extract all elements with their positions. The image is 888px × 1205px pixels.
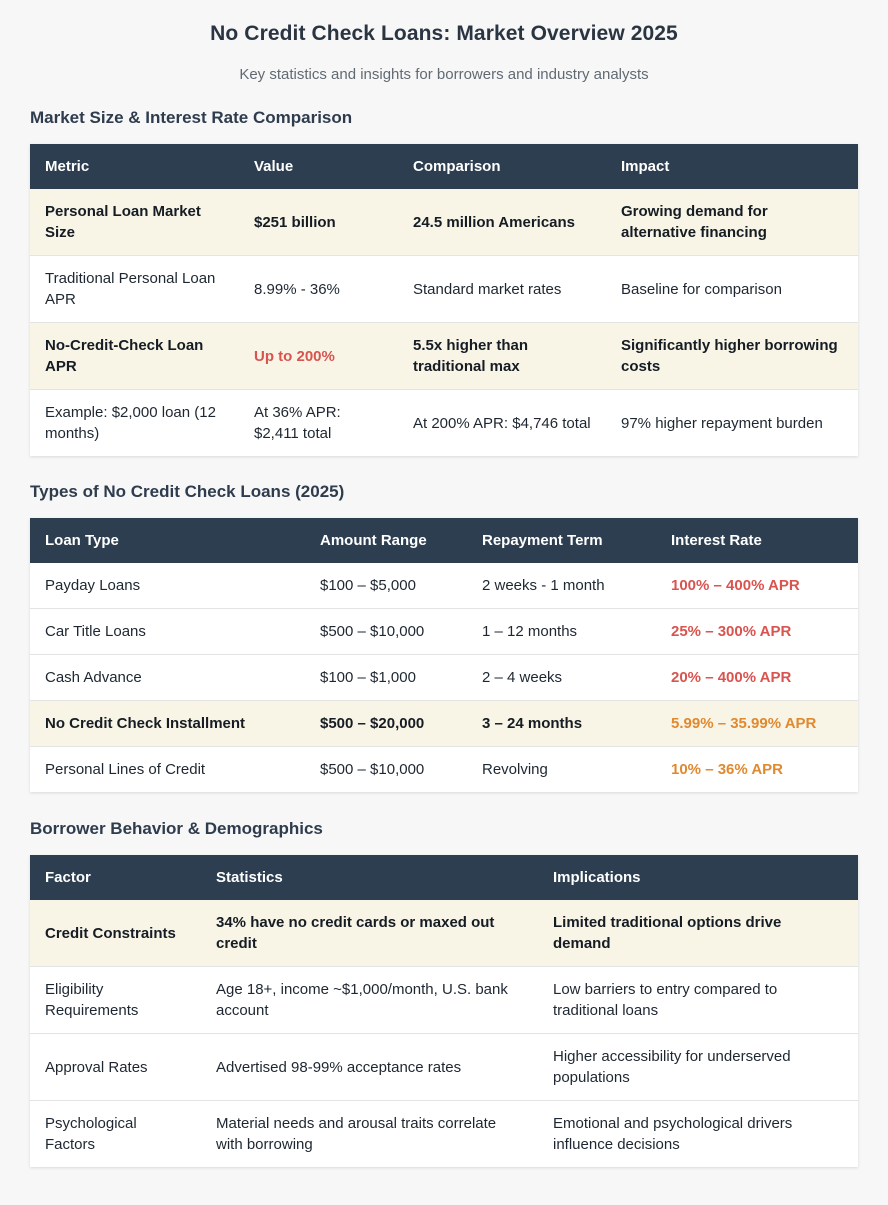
- table-row: [30, 390, 858, 457]
- table-row: [30, 701, 858, 747]
- table-row: [30, 900, 858, 967]
- implications-cell: Emotional and psychological drivers influence decisions: [553, 1115, 793, 1153]
- metric-cell: Personal Loan Market Size: [30, 189, 239, 256]
- table-row: [30, 189, 858, 256]
- page-title: No Credit Check Loans: Market Overview 2025: [210, 22, 678, 45]
- loan-type-cell: Car Title Loans: [30, 609, 305, 655]
- column-header: Value: [254, 158, 294, 175]
- behavior-table: [30, 855, 858, 1167]
- factor-cell: Psychological Factors: [45, 1115, 137, 1153]
- term-cell: 2 – 4 weeks: [467, 655, 656, 701]
- table-row: [30, 609, 858, 655]
- metric-cell: Traditional Personal Loan APR: [30, 256, 239, 323]
- factor-cell: Credit Constraints: [30, 900, 201, 967]
- impact-cell: Growing demand for alternative financing: [606, 189, 858, 256]
- page-subtitle: Key statistics and insights for borrowers and industry analysts: [239, 66, 649, 83]
- loan-type-cell: Cash Advance: [30, 655, 305, 701]
- loan-type-cell: No Credit Check Installment: [30, 701, 305, 747]
- rate-cell: 10% – 36% APR: [671, 761, 784, 778]
- amount-cell: $500 – $20,000: [305, 701, 467, 747]
- factor-cell: Eligibility Requirements: [30, 967, 201, 1034]
- column-header: Metric: [45, 158, 90, 175]
- table-row: [30, 747, 858, 793]
- column-header: Repayment Term: [482, 532, 603, 549]
- table-row: [30, 1034, 858, 1101]
- table-row: [30, 1101, 858, 1168]
- table-header-row: [30, 144, 858, 189]
- amount-cell: $100 – $5,000: [305, 563, 467, 609]
- metric-cell: Example: $2,000 loan (12 months): [45, 404, 216, 442]
- rate-cell: 5.99% – 35.99% APR: [656, 701, 858, 747]
- market-heading: Market Size & Interest Rate Comparison: [30, 108, 353, 127]
- rate-cell: 25% – 300% APR: [656, 609, 858, 655]
- amount-cell: $500 – $10,000: [305, 609, 467, 655]
- value-cell: $251 billion: [239, 189, 398, 256]
- behavior-section: [30, 819, 858, 1167]
- column-header: Comparison: [413, 158, 501, 175]
- table-row: [30, 967, 858, 1034]
- stats-cell: Material needs and arousal traits correlate with borrowing: [216, 1115, 497, 1153]
- value-cell: Up to 200%: [239, 323, 398, 390]
- term-cell: 1 – 12 months: [467, 609, 656, 655]
- types-section: [30, 482, 858, 792]
- loan-type-cell: Personal Lines of Credit: [45, 761, 206, 778]
- term-cell: Revolving: [482, 761, 548, 778]
- table-row: [30, 563, 858, 609]
- column-header: Implications: [553, 869, 641, 886]
- table-header-row: [30, 518, 858, 563]
- term-cell: 3 – 24 months: [467, 701, 656, 747]
- market-table: [30, 144, 858, 456]
- value-cell: At 36% APR: $2,411 total: [254, 404, 341, 442]
- comparison-cell: Standard market rates: [398, 256, 606, 323]
- comparison-cell: 24.5 million Americans: [398, 189, 606, 256]
- rate-cell: 100% – 400% APR: [656, 563, 858, 609]
- column-header: Statistics: [216, 869, 283, 886]
- table-row: [30, 655, 858, 701]
- loan-type-cell: Payday Loans: [30, 563, 305, 609]
- impact-cell: Baseline for comparison: [606, 256, 858, 323]
- term-cell: 2 weeks - 1 month: [467, 563, 656, 609]
- column-header: Factor: [45, 869, 91, 886]
- factor-cell: Approval Rates: [30, 1034, 201, 1101]
- value-cell: 8.99% - 36%: [239, 256, 398, 323]
- types-table: [30, 518, 858, 792]
- implications-cell: Higher accessibility for underserved populations: [538, 1034, 858, 1101]
- column-header: Loan Type: [45, 532, 119, 549]
- comparison-cell: At 200% APR: $4,746 total: [413, 414, 591, 432]
- stats-cell: Age 18+, income ~$1,000/month, U.S. bank account: [201, 967, 538, 1034]
- column-header: Impact: [621, 158, 670, 175]
- table-row: [30, 256, 858, 323]
- amount-cell: $500 – $10,000: [320, 761, 425, 778]
- impact-cell: Significantly higher borrowing costs: [606, 323, 858, 390]
- behavior-heading: Borrower Behavior & Demographics: [30, 819, 323, 838]
- rate-cell: 20% – 400% APR: [656, 655, 858, 701]
- stats-cell: 34% have no credit cards or maxed out credit: [201, 900, 538, 967]
- table-row: [30, 323, 858, 390]
- amount-cell: $100 – $1,000: [305, 655, 467, 701]
- comparison-cell: 5.5x higher than traditional max: [398, 323, 606, 390]
- column-header: Interest Rate: [671, 532, 762, 549]
- column-header: Amount Range: [320, 532, 427, 549]
- market-section: [30, 108, 858, 456]
- implications-cell: Limited traditional options drive demand: [538, 900, 858, 967]
- table-header-row: [30, 855, 858, 900]
- stats-cell: Advertised 98-99% acceptance rates: [201, 1034, 538, 1101]
- metric-cell: No-Credit-Check Loan APR: [30, 323, 239, 390]
- types-heading: Types of No Credit Check Loans (2025): [30, 482, 345, 501]
- impact-cell: 97% higher repayment burden: [621, 414, 823, 432]
- implications-cell: Low barriers to entry compared to traditional loans: [538, 967, 858, 1034]
